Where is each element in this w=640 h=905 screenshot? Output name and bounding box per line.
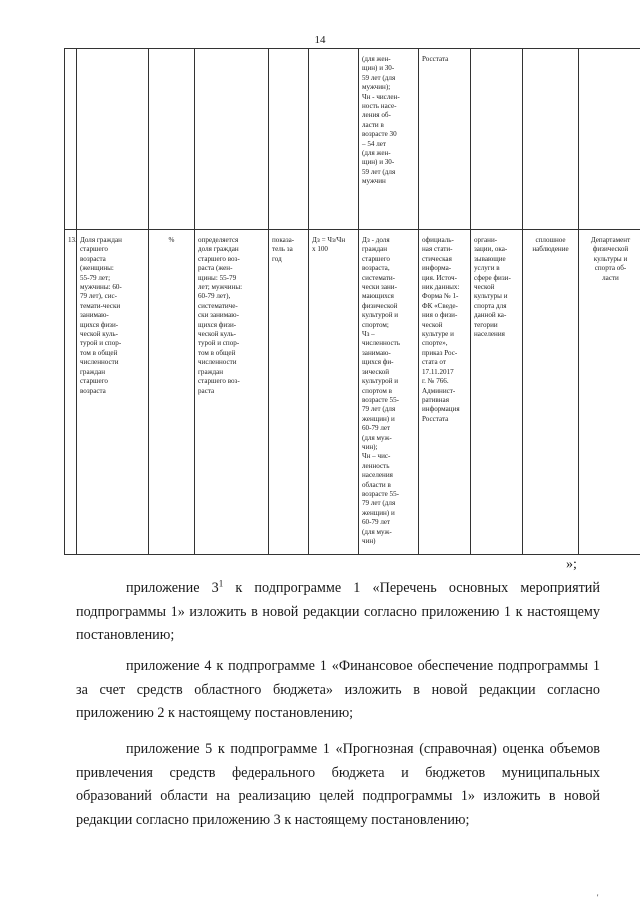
indicator-table (64, 48, 640, 555)
table-cell (65, 49, 77, 230)
table-cell (579, 49, 640, 230)
responsible-body: Департамент физической культуры и спорта об- ласти (579, 230, 640, 555)
table-cell (309, 49, 359, 230)
table-cell-components-cont: (для жен- щин) и 30- 59 лет (для мужчин); Чн - числен- ность насе- ления об- ласти в возрасте 30 – 54 лет (для жен- щин) и 30- 59 лет (для мужчин (359, 49, 419, 230)
closing-quote: »; (566, 557, 577, 572)
paragraph-text: приложение 3 (126, 580, 219, 596)
table-row-continuation (65, 49, 640, 230)
data-source: официаль- ная стати- стическая информа- ция. Источ- ник данных: Форма № 1- ФК «Сведе- ния о физи- ческой культуре и спорте», приказ Рос- стата от 17.11.2017 г. № 766. Админист- ративная информация Росстата (419, 230, 471, 555)
table-cell (471, 49, 523, 230)
footer-mark: ' (597, 893, 599, 902)
table-row-13 (65, 230, 640, 555)
table-cell (523, 49, 579, 230)
formula-components: Дз - доля граждан старшего возраста, системати- чески зани- мающихся физической культурой и спортом; Чз – численность занимаю- щихся фи- зической культурой и спортом в возрасте 55- 79 лет (для женщин) и 60-79 лет (для муж- чин); Чн – чис- ленность населения области в возрасте 55- 79 лет (для женщин) и 60-79 лет (для муж- чин) (359, 230, 419, 555)
periodicity: показа- тель за год (269, 230, 309, 555)
unit: % (149, 230, 195, 555)
paragraph-appendix-4: приложение 4 к подпрограмме 1 «Финансовое обеспечение подпрограммы 1 за счет средств областного бюджета» изложить в новой редакции согласно приложению 2 к настоящему постановлению; (76, 658, 600, 721)
table-cell (77, 49, 149, 230)
table-cell (149, 49, 195, 230)
paragraph-appendix-3 (76, 577, 600, 648)
row-number: 13. (65, 230, 77, 555)
observation-method: сплошное наблюдение (523, 230, 579, 555)
paragraph-appendix-5: приложение 5 к подпрограмме 1 «Прогнозная (справочная) оценка объемов привлечения средств федерального бюджета и бюджетов муниципальных образований области на реализацию целей подпрограммы 1» изложить в новой редакции согласно приложению 3 к настоящему постановлению; (76, 741, 600, 828)
page-number: 14 (314, 34, 326, 46)
indicator-definition: определяется доля граждан старшего воз- раста (жен- щины: 55-79 лет; мужчины: 60-79 лет), систематиче- ски занимаю- щихся физи- ческой куль- турой и спор- том в общей численности граждан старшего воз- раста (195, 230, 269, 555)
formula: Дз = Чз/Чн х 100 (309, 230, 359, 555)
table-cell (195, 49, 269, 230)
superscript: 1 (218, 578, 224, 589)
table-cell (269, 49, 309, 230)
table-cell-source-cont: Росстата (419, 49, 471, 230)
indicator-name: Доля граждан старшего возраста (женщины: 55-79 лет; мужчины: 60- 79 лет), сис- темати-чески занимаю- щихся физи- ческой куль- турой и спор- том в общей численности граждан старшего возраста (77, 230, 149, 555)
respondents: органи- зации, ока- зывающие услуги в сфере физи- ческой культуры и спорта для данной ка- тегории населения (471, 230, 523, 555)
paragraph-text: к подпрограмме 1 «Перечень основных мероприятий подпрограммы 1» изложить в новой редакции согласно приложению 1 к настоящему постановлению; (76, 580, 600, 643)
